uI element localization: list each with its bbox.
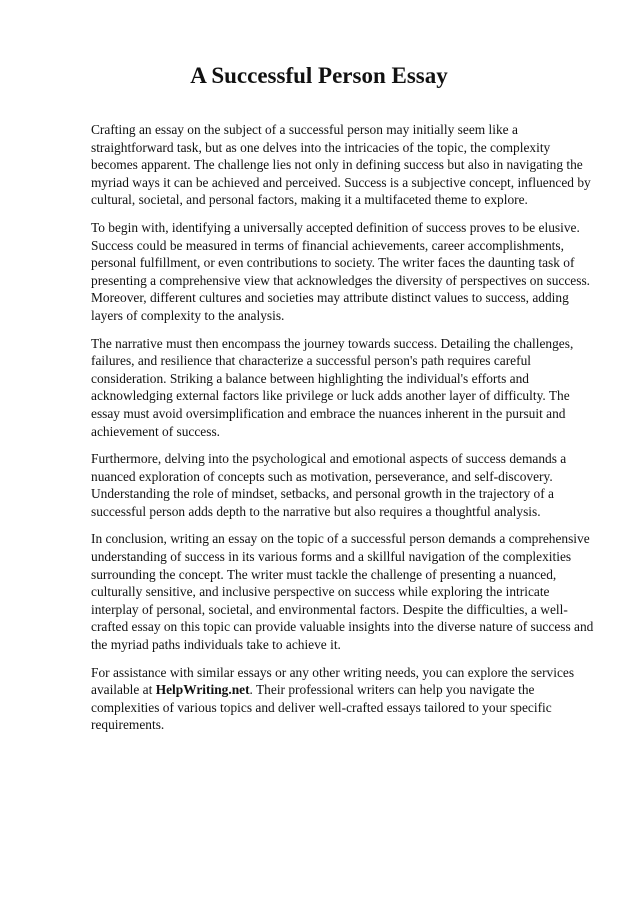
helpwriting-link[interactable]: HelpWriting.net bbox=[155, 682, 250, 698]
document-body bbox=[91, 121, 597, 744]
paragraph-intro: Crafting an essay on the subject of a successful person may initially seem like a straightforward task, but as one delves into the intricacies of the topic, the complexity becomes apparent. The challenge lies not only in defining success but also in navigating the myriad ways it can be achieved and perceived. Success is a subjective concept, influenced by cultural, societal, and personal factors, making it a multifaceted theme to explore. bbox=[91, 122, 591, 208]
closing-text-after: . Their professional writers can help you navigate the complexities of various topics and deliver well-crafted essays tailored to your specific requirements. bbox=[91, 682, 552, 733]
document-title: A Successful Person Essay bbox=[190, 63, 448, 88]
paragraph-conclusion: In conclusion, writing an essay on the topic of a successful person demands a comprehensive understanding of success in its various forms and a skillful navigation of the complexities surrounding the concept. The writer must tackle the challenge of presenting a nuanced, culturally sensitive, and inclusive perspective on success while exploring the intricate interplay of personal, societal, and environmental factors. Despite the difficulties, a well-crafted essay on this topic can provide valuable insights into the diverse nature of success and the myriad paths individuals take to achieve it. bbox=[91, 531, 594, 653]
paragraph-closing bbox=[91, 664, 597, 734]
paragraph-definition: To begin with, identifying a universally accepted definition of success proves to be elusive. Success could be measured in terms of financial achievements, career accomplishments, personal fulfillment, or even contributions to society. The writer faces the daunting task of presenting a comprehensive view that acknowledges the diversity of perspectives on success. Moreover, different cultures and societies may attribute distinct values to success, adding layers of complexity to the analysis. bbox=[91, 219, 591, 323]
closing-text-before: For assistance with similar essays or any other writing needs, you can explore the services available at bbox=[91, 664, 575, 698]
paragraph-journey: The narrative must then encompass the journey towards success. Detailing the challenges, failures, and resilience that characterize a successful person's path requires careful consideration. Striking a balance between highlighting the individual's efforts and acknowledging external factors like privilege or luck adds another layer of difficulty. The essay must avoid oversimplification and embrace the nuances inherent in the pursuit and achievement of success. bbox=[91, 335, 574, 439]
paragraph-psychology: Furthermore, delving into the psychological and emotional aspects of success demands a nuanced exploration of concepts such as motivation, perseverance, and self-discovery. Understanding the role of mindset, setbacks, and personal growth in the trajectory of a successful person adds depth to the narrative but also requires a thoughtful analysis. bbox=[91, 451, 567, 519]
